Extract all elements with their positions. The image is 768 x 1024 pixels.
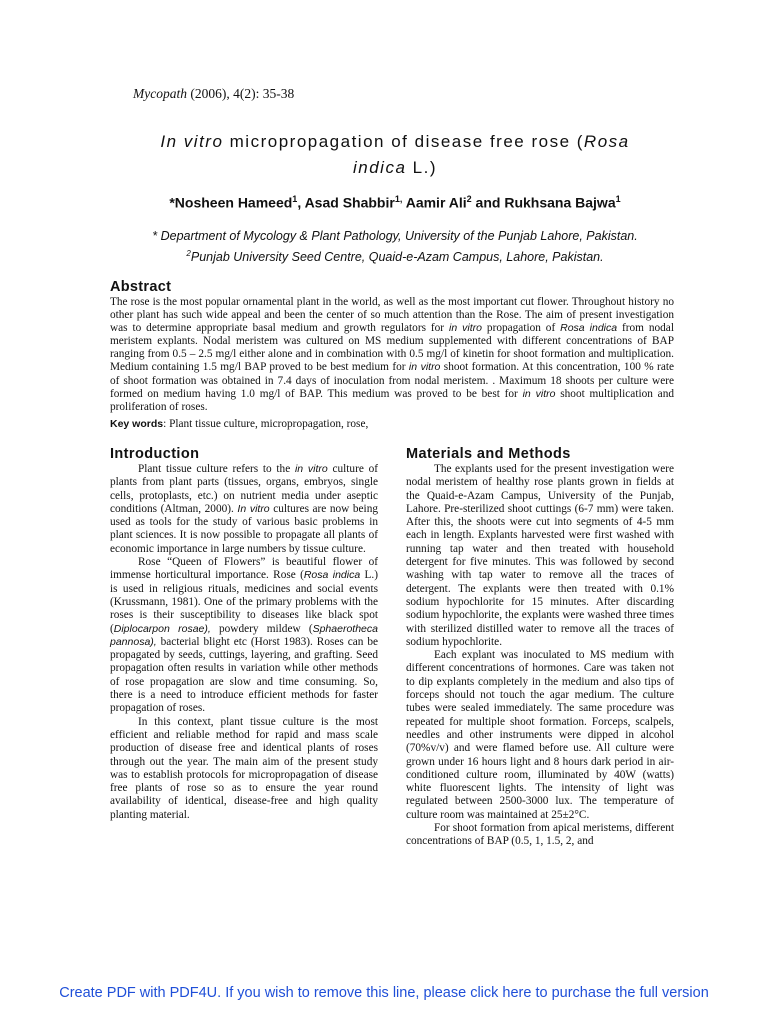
- abstract-text: propagation of: [482, 322, 561, 335]
- intro-paragraph-3: In this context, plant tissue culture is the most efficient and reliable method for rapid and mass scale production of disease free and identical plants of roses through out the year. The main aim of the present study was to establish protocols for micropropagation of disease free plants of rose so as to ensure the year round availability of identical, disease-free and high quality planting material.: [110, 715, 378, 821]
- title-species-epithet: indica: [353, 158, 407, 177]
- keywords: [110, 418, 674, 430]
- intro-text: powdery mildew (: [210, 622, 313, 635]
- methods-paragraph-2: Each explant was inoculated to MS medium with different concentrations of hormones. Care was taken not to dip explants completely in the medium and also tips of forceps should not touch the agar medium. The culture tubes were sealed immediately. The same procedure was repeated for multiple shoot formation. Forceps, scalpels, needles and other instruments were dipped in alcohol (70%v/v) and were flamed before use. All culture were grown under 16 hours light and 8 hours dark period in air-conditioned culture room, illuminated by 40W (watts) white fluorescent lights. The intensity of light was regulated between 2500-3000 lux. The temperature of culture room was maintained at 25±2°C.: [406, 649, 674, 821]
- author-affil-mark: 2: [466, 194, 472, 204]
- journal-citation: [133, 86, 294, 102]
- abstract-text: The rose is the most popular ornamental plant in the world, as well as the most important cut flower. Throughout history no other plant has such wide appeal and been the center of so much attention than the Rose. The aim of present investigation was to determine appropriate basal medium and growth regulators for: [110, 296, 674, 335]
- intro-italic: in vitro: [294, 463, 328, 475]
- intro-paragraph-2: [110, 556, 378, 716]
- intro-text: Rose “Queen of Flowers” is beautiful flower of immense horticultural importance. Rose (: [110, 556, 378, 582]
- intro-text: culture of plants from plant parts (tissues, organs, embryos, single cells, protoplasts, etc.) on nutrient media under aseptic conditions (Altman, 2000).: [110, 463, 378, 515]
- purchase-banner-link[interactable]: Create PDF with PDF4U. If you wish to remove this line, please click here to purchase the full version: [59, 985, 709, 1001]
- intro-paragraph-1: [110, 463, 378, 556]
- keywords-label: Key words: [110, 418, 164, 430]
- intro-text: Plant tissue culture refers to the: [138, 463, 295, 475]
- methods-column: [406, 463, 674, 849]
- affiliation-line-1: * Department of Mycology & Plant Pathology, University of the Punjab Lahore, Pakistan.: [152, 229, 638, 243]
- author-name: Aamir Ali: [402, 194, 467, 211]
- abstract-heading: Abstract: [110, 279, 172, 295]
- abstract-italic: in vitro: [449, 322, 483, 335]
- abstract-italic: in vitro: [408, 361, 441, 374]
- author-name: and Rukhsana Bajwa: [471, 194, 616, 211]
- introduction-heading: Introduction: [110, 446, 200, 462]
- intro-italic: Rosa indica: [303, 569, 361, 582]
- author-name: *Nosheen Hameed: [169, 194, 293, 211]
- abstract-italic: Rosa indica: [560, 322, 618, 335]
- author-list: [80, 194, 710, 211]
- author-affil-mark: 1,: [394, 194, 403, 204]
- journal-volume: (2006), 4(2): 35-38: [186, 86, 295, 101]
- intro-italic: Diplocarpon rosae),: [113, 622, 211, 635]
- paper-title: [100, 129, 690, 181]
- intro-text: L.) is used in religious rituals, medicines and social events (Krussmann, 1981). One of the primary problems with the roses is their susceptibility to diseases like black spot (: [110, 569, 378, 635]
- title-italic-in-vitro: In vitro: [160, 132, 224, 151]
- abstract-italic: in vitro: [522, 387, 556, 400]
- author-affil-mark: 1: [615, 194, 621, 204]
- author-name: , Asad Shabbir: [297, 194, 395, 211]
- abstract-text: from nodal meristem explants. Nodal meristem was cultured on MS medium supplemented with different concentrations of BAP ranging from 0.5 – 2.5 mg/l either alone and in combination with 0.5 mg/l of kinetin for shoot formation and multiplication. Medium containing 1.5 mg/l BAP proved to be best medium for: [110, 322, 674, 374]
- methods-paragraph-3: For shoot formation from apical meristems, different concentrations of BAP (0.5, 1, 1.5, 2, and: [406, 822, 674, 848]
- intro-italic: Sphaerotheca pannosa),: [110, 622, 378, 648]
- keywords-text: : Plant tissue culture, micropropagation, rose,: [163, 418, 369, 430]
- intro-italic: In vitro: [237, 502, 270, 515]
- title-text: micropropagation of disease free rose (: [223, 132, 584, 151]
- abstract-text: shoot multiplication and proliferation of roses.: [110, 387, 674, 413]
- intro-text: cultures are now being used as tools for the study of various basic problems in plant sciences. It is now possible to propagate all plants of economic importance in large numbers by tissue culture.: [110, 502, 378, 555]
- methods-paragraph-1: The explants used for the present investigation were nodal meristem of healthy rose plants grown in fields at the Quaid-e-Azam Campus, University of the Punjab, Lahore. Pre-sterilized shoot cuttings (6-7 mm) were taken. After this, the shoots were cut into segments of 4-5 mm each in length. Explants harvested were first washed with running tap water and then treated with household detergent for five minutes. This was followed by second washing with tap water to remove all the traces of detergent. The explants were then treated with 0.1% sodium hypochlorite for 15 minutes. After discarding sodium hypochlorite, the explants were washed three times with sterilized distilled water to remove all the traces of sodium hypochlorite.: [406, 463, 674, 648]
- affiliation-mark: 2: [186, 249, 191, 258]
- title-end: L.): [406, 158, 437, 177]
- affiliations: [80, 228, 710, 266]
- abstract-text: shoot formation. At this concentration, 100 % rate of shoot formation was obtained in 7.4 days of inoculation from nodal meristem. . Maximum 18 shoots per culture were formed on medium having 1.0 mg/l of BAP. This medium was proved to be best for: [110, 361, 674, 400]
- journal-name: Mycopath: [133, 86, 187, 101]
- affiliation-text: Punjab University Seed Centre, Quaid-e-Azam Campus, Lahore, Pakistan.: [190, 250, 604, 265]
- introduction-column: [110, 463, 378, 822]
- title-species-genus: Rosa: [583, 132, 630, 151]
- intro-text: bacterial blight etc (Horst 1983). Roses can be propagated by seeds, cuttings, layering, and grafting. Seed propagation often results in variation while other methods of rose propagation are slow and time consuming. So, there is a need to introduce efficient methods for faster propagation of roses.: [110, 635, 378, 715]
- author-affil-mark: 1: [292, 194, 298, 204]
- abstract-body: [110, 296, 674, 414]
- affiliation-line-2: [80, 245, 710, 266]
- methods-heading: Materials and Methods: [406, 446, 571, 462]
